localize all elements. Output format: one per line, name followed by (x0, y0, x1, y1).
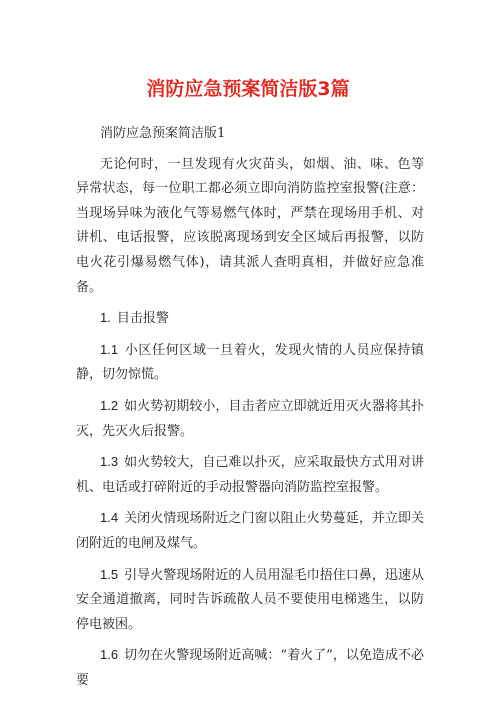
section-number: 1. (100, 310, 111, 326)
item-number: 1.1 (100, 341, 119, 357)
list-item (76, 643, 424, 693)
item-number: 1.3 (100, 454, 119, 470)
item-text: 引导火警现场附近的人员用湿毛巾捂住口鼻，迅速从安全通道撤离，同时告诉疏散人员不要使用电梯逃生，以防停电被困。 (76, 567, 424, 632)
document-body (76, 122, 424, 699)
subtitle-text: 消防应急预案简洁版1 (100, 126, 226, 141)
section-heading-text: 目击报警 (116, 311, 169, 327)
list-item (76, 506, 424, 556)
item-text: 小区任何区域一旦着火，发现火情的人员应保持镇静，切勿惊慌。 (76, 342, 424, 383)
document-title: 消防应急预案简洁版3篇 (146, 78, 350, 100)
list-item (76, 450, 424, 500)
section-subtitle (76, 122, 424, 147)
item-text: 切勿在火警现场附近高喊：“着火了”，以免造成不必要 (76, 648, 424, 688)
section-heading (76, 306, 424, 332)
item-number: 1.2 (100, 397, 119, 413)
item-text: 如火势初期较小，目击者应立即就近用灭火器将其扑灭，先灭火后报警。 (76, 398, 424, 439)
item-number: 1.4 (100, 510, 119, 526)
list-item (76, 563, 424, 638)
intro-paragraph: 无论何时，一旦发现有火灾苗头，如烟、油、味、色等异常状态，每一位职工都必须立即向消防监控室报警(注意：当现场异味为液化气等易燃气体时，严禁在现场用手机、对讲机、电话报警，应该脱离现场到安全区域后再报警，以防电火花引爆易燃气体)，请其派人查明真相，并做好应急准备。 (76, 156, 424, 295)
list-item (76, 394, 424, 444)
item-text: 如火势较大，自己难以扑灭，应采取最快方式用对讲机、电话或打碎附近的手动报警器向消防监控室报警。 (76, 455, 424, 495)
list-item (76, 338, 424, 388)
item-number: 1.5 (100, 566, 119, 582)
item-text: 关闭火情现场附近之门窗以阻止火势蔓延，并立即关闭附近的电闸及煤气。 (76, 511, 424, 551)
item-number: 1.6 (100, 647, 119, 663)
